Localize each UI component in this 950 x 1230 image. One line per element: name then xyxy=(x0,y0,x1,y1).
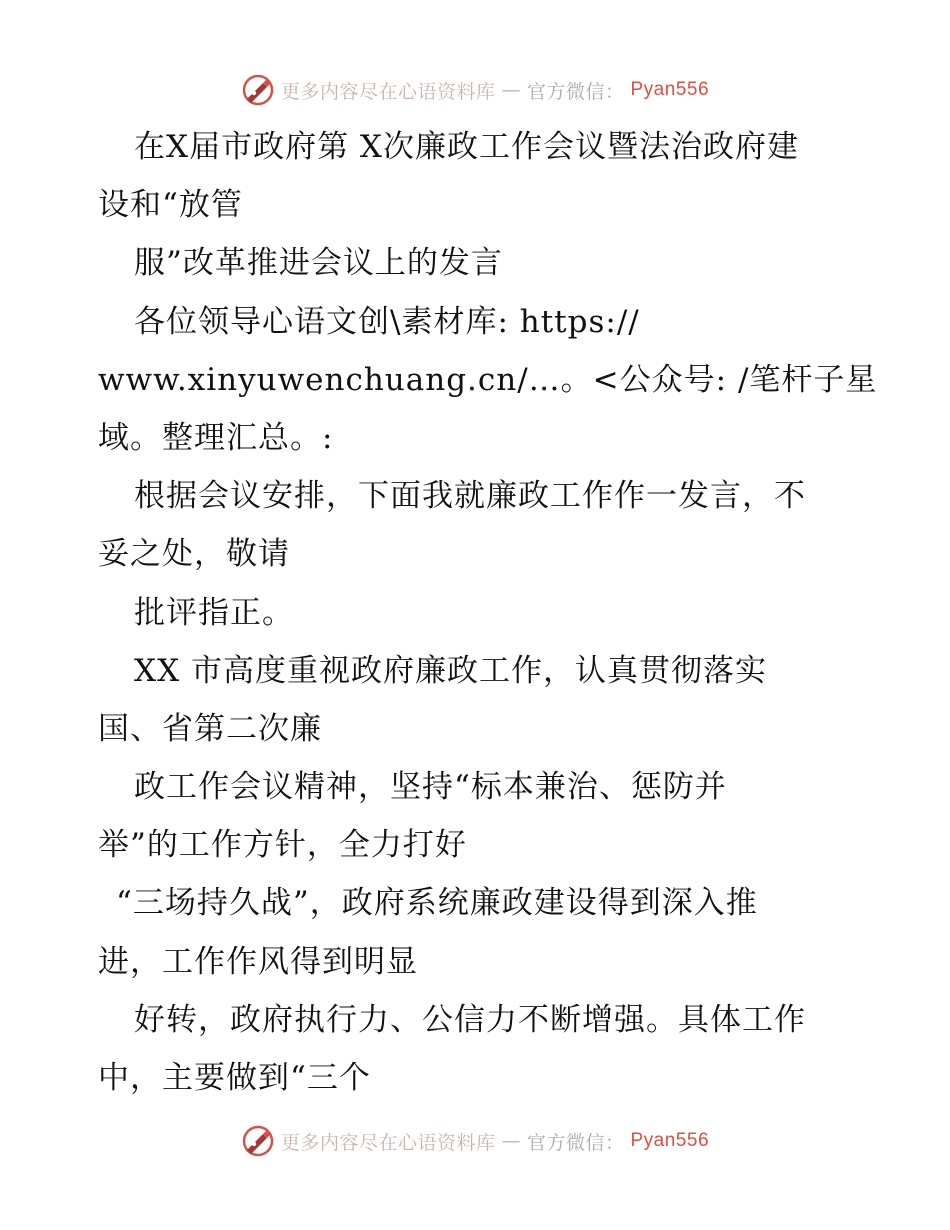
watermark-label: 官方微信： xyxy=(526,80,625,103)
paragraph-2-line-7: 好转，政府执行力、公信力不断增强。具体工作 xyxy=(134,1001,806,1038)
pen-logo-icon xyxy=(241,1124,275,1158)
watermark-wechat-id: Pyan556 xyxy=(630,1130,710,1151)
salutation-line-2: www.xinyuwenchuang.cn/…。<公众号: /笔杆子星 xyxy=(98,361,878,398)
paragraph-2-line-3: 政工作会议精神，坚持“标本兼治、惩防并 xyxy=(134,769,727,806)
header-watermark xyxy=(0,70,950,110)
title-line-3: 服”改革推进会议上的发言 xyxy=(134,245,503,282)
watermark-main-text: 更多内容尽在心语资料库 xyxy=(280,1131,496,1154)
paragraph-2-line-1: XX 市高度重视政府廉政工作，认真贯彻落实 xyxy=(134,652,767,689)
paragraph-2-line-5: “三场持久战”，政府系统廉政建设得到深入推 xyxy=(116,885,758,922)
paragraph-1-line-3: 批评指正。 xyxy=(134,594,294,631)
title-line-1: 在X届市政府第 X次廉政工作会议暨法治政府建 xyxy=(134,129,799,165)
watermark-separator: — xyxy=(501,79,521,101)
title-line-2: 设和“放管 xyxy=(98,187,243,224)
salutation-line-3: 域。整理汇总。: xyxy=(98,419,334,456)
watermark-wechat-id: Pyan556 xyxy=(630,79,710,100)
pen-logo-icon xyxy=(241,73,275,107)
paragraph-2-line-4: 举”的工作方针，全力打好 xyxy=(98,827,467,864)
watermark-separator: — xyxy=(501,1130,521,1152)
salutation-line-1: 各位领导心语文创\素材库: https:// xyxy=(134,303,640,340)
paragraph-1-line-2: 妥之处，敬请 xyxy=(98,536,290,573)
watermark-main-text: 更多内容尽在心语资料库 xyxy=(280,80,496,103)
paragraph-2-line-6: 进，工作作风得到明显 xyxy=(98,943,418,980)
footer-watermark xyxy=(0,1121,950,1161)
paragraph-1-line-1: 根据会议安排，下面我就廉政工作作一发言，不 xyxy=(134,478,806,515)
watermark-label: 官方微信： xyxy=(526,1131,625,1154)
paragraph-2-line-8: 中，主要做到“三个 xyxy=(98,1060,371,1096)
paragraph-2-line-2: 国、省第二次廉 xyxy=(98,710,322,747)
watermark-content xyxy=(241,1124,709,1158)
document-body xyxy=(98,118,898,1107)
watermark-content xyxy=(241,73,709,107)
